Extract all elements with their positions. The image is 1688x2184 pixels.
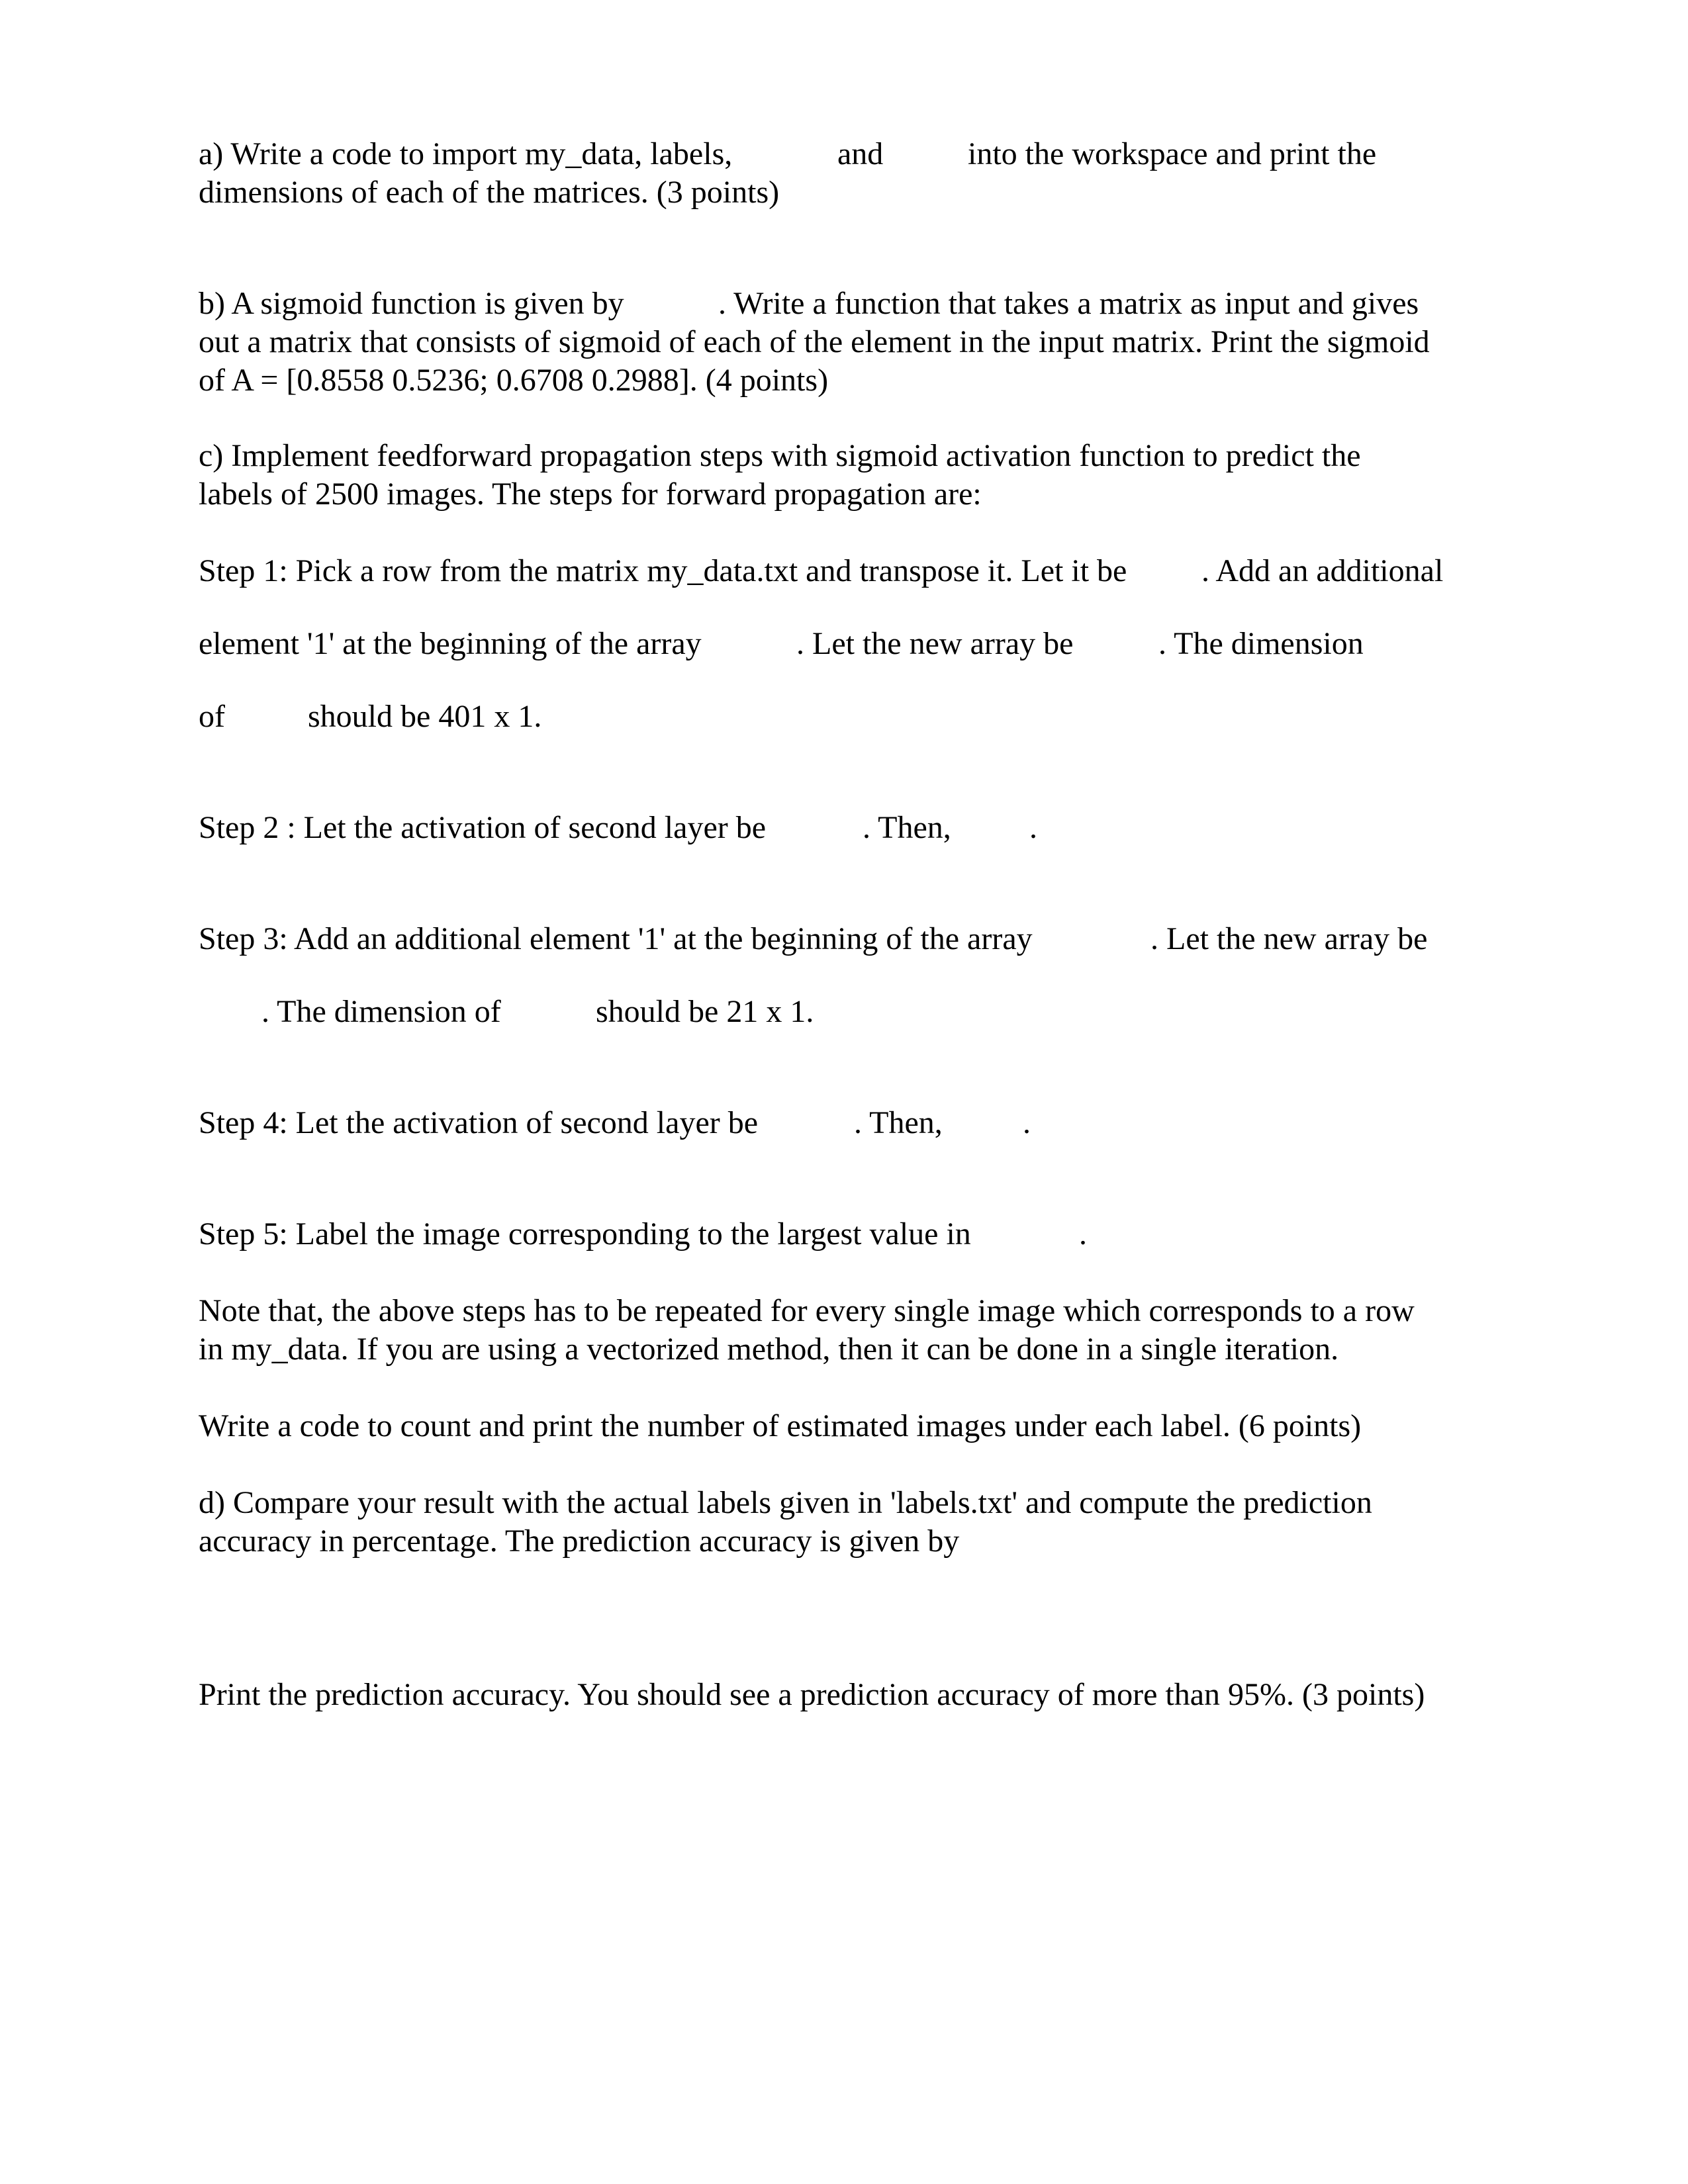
part-b-line2: out a matrix that consists of sigmoid of each of the element in the input matrix. Print the sigmoid — [199, 324, 1430, 359]
step4-left: Step 4: Let the activation of second layer be — [199, 1105, 759, 1140]
note-line1: Note that, the above steps has to be repeated for every single image which corresponds to a row — [199, 1293, 1415, 1328]
part-c-line2: labels of 2500 images. The steps for forward propagation are: — [199, 477, 982, 512]
part-a-line1-right: into the workspace and print the — [968, 136, 1377, 171]
step1-line2-left: element '1' at the beginning of the array — [199, 626, 702, 661]
step1-line1-left: Step 1: Pick a row from the matrix my_data.txt and transpose it. Let it be — [199, 553, 1127, 588]
part-d-line1: d) Compare your result with the actual labels given in 'labels.txt' and compute the prediction — [199, 1485, 1372, 1520]
step3-line1-right: . Let the new array be — [1150, 921, 1428, 956]
part-b-line1-right: . Write a function that takes a matrix as input and gives — [718, 286, 1419, 321]
step3-line2-right: should be 21 x 1. — [596, 994, 814, 1029]
part-a-line1-left: a) Write a code to import my_data, labels, — [199, 136, 733, 171]
part-d-line2: accuracy in percentage. The prediction accuracy is given by — [199, 1524, 960, 1559]
note-line2: in my_data. If you are using a vectorized method, then it can be done in a single iteration. — [199, 1332, 1339, 1367]
step4-mid: . Then, — [854, 1105, 943, 1140]
step3-line2-left: . The dimension of — [261, 994, 501, 1029]
step4-right: . — [1023, 1105, 1031, 1140]
step2-mid: . Then, — [863, 810, 951, 845]
step5-right: . — [1079, 1216, 1087, 1251]
count-instruction: Write a code to count and print the number of estimated images under each label. (6 points) — [199, 1408, 1362, 1443]
step2-right: . — [1029, 810, 1037, 845]
step1-line2-right: . The dimension — [1158, 626, 1364, 661]
part-c-line1: c) Implement feedforward propagation steps with sigmoid activation function to predict the — [199, 438, 1361, 473]
step1-line1-right: . Add an additional — [1201, 553, 1444, 588]
part-b-line3: of A = [0.8558 0.5236; 0.6708 0.2988]. (4 points) — [199, 363, 829, 398]
step1-line3-left: of — [199, 699, 225, 734]
step5-left: Step 5: Label the image corresponding to the largest value in — [199, 1216, 971, 1251]
part-a-line2: dimensions of each of the matrices. (3 points) — [199, 175, 780, 210]
part-b-line1-left: b) A sigmoid function is given by — [199, 286, 624, 321]
step1-line3-right: should be 401 x 1. — [308, 699, 542, 734]
step1-line2-mid: . Let the new array be — [796, 626, 1074, 661]
part-a-line1-mid: and — [837, 136, 884, 171]
step2-left: Step 2 : Let the activation of second layer be — [199, 810, 767, 845]
step3-line1-left: Step 3: Add an additional element '1' at the beginning of the array — [199, 921, 1033, 956]
part-d-line3: Print the prediction accuracy. You should see a prediction accuracy of more than 95%. (3 points) — [199, 1677, 1425, 1712]
